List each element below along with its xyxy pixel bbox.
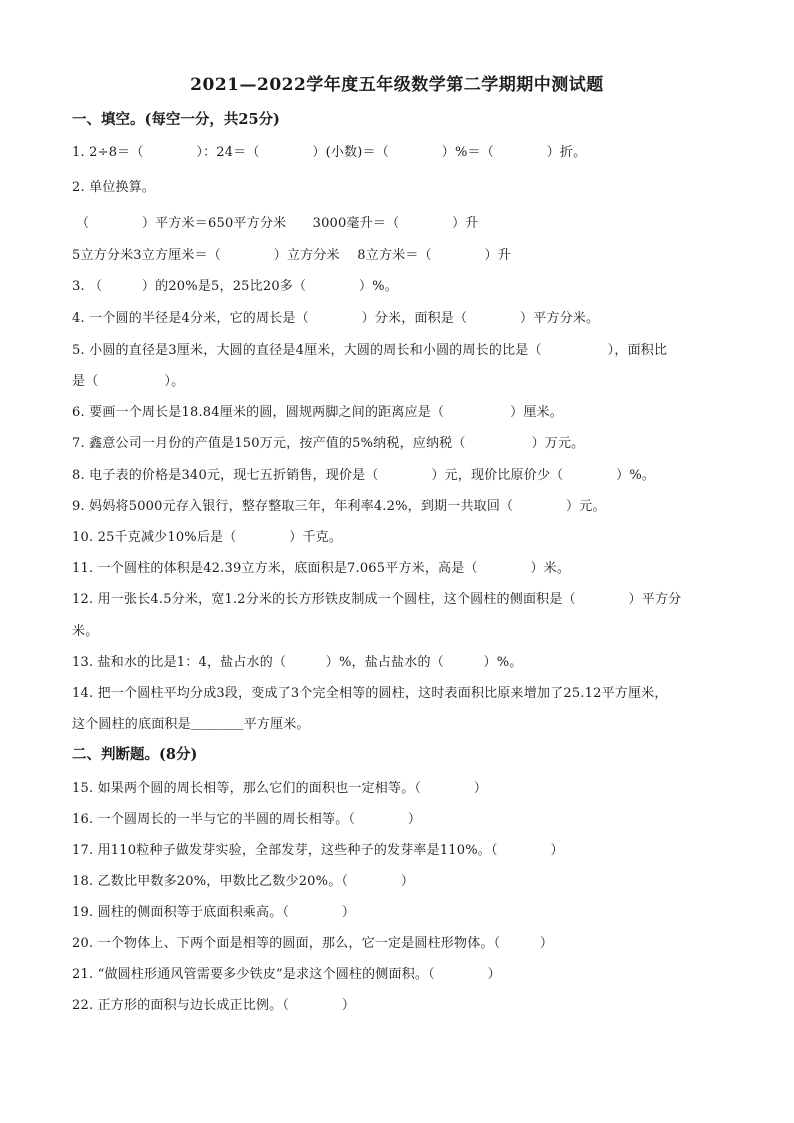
- question-13: 13. 盐和水的比是1：4，盐占水的（ ）%，盐占盐水的（ ）%。: [72, 655, 523, 670]
- question-15: 15. 如果两个圆的周长相等，那么它们的面积也一定相等。（ ）: [72, 781, 488, 796]
- question-14-line-2: 这个圆柱的底面积是＿＿＿＿平方厘米。: [72, 717, 310, 732]
- question-11: 11. 一个圆柱的体积是42.39立方米，底面积是7.065平方米，高是（ ）米。: [72, 561, 571, 576]
- section-2-heading: 二、判断题。(8分): [72, 746, 198, 763]
- question-14-line-1: 14. 把一个圆柱平均分成3段，变成了3个完全相等的圆柱，这时表面积比原来增加了25.12平方厘米，: [72, 686, 668, 701]
- section-1-heading: 一、填空。(每空一分，共25分): [72, 111, 280, 128]
- question-12-line-1: 12. 用一张长4.5分米，宽1.2分米的长方形铁皮制成一个圆柱，这个圆柱的侧面积是（ ）平方分: [72, 592, 682, 607]
- question-5-line-2: 是（ ）。: [72, 374, 185, 389]
- question-1: 1. 2÷8＝（ ）：24＝（ ）(小数)＝（ ）%＝（ ）折。: [72, 145, 587, 160]
- question-10: 10. 25千克减少10%后是（ ）千克。: [72, 530, 343, 545]
- question-2-row-1: （ ）平方米＝650平方分米 3000毫升＝（ ）升: [76, 216, 479, 231]
- question-22: 22. 正方形的面积与边长成正比例。（ ）: [72, 998, 356, 1013]
- question-3: 3. （ ）的20%是5，25比20多（ ）%。: [72, 279, 398, 294]
- exam-title: 2021—2022学年度五年级数学第二学期期中测试题: [190, 75, 604, 95]
- question-16: 16. 一个圆周长的一半与它的半圆的周长相等。（ ）: [72, 812, 422, 827]
- question-9: 9. 妈妈将5000元存入银行，整存整取三年，年利率4.2%，到期一共取回（ ）元。: [72, 499, 606, 514]
- question-2-row-2: 5立方分米3立方厘米＝（ ）立方分米 8立方米＝（ ）升: [72, 248, 511, 263]
- question-17: 17. 用110粒种子做发芽实验，全部发芽，这些种子的发芽率是110%。（ ）: [72, 843, 564, 858]
- question-6: 6. 要画一个周长是18.84厘米的圆，圆规两脚之间的距离应是（ ）厘米。: [72, 405, 563, 420]
- question-18: 18. 乙数比甲数多20%，甲数比乙数少20%。（ ）: [72, 874, 415, 889]
- question-4: 4. 一个圆的半径是4分米，它的周长是（ ）分米，面积是（ ）平方分米。: [72, 311, 600, 326]
- question-12-line-2: 米。: [72, 624, 99, 639]
- question-2: 2. 单位换算。: [72, 180, 156, 195]
- question-19: 19. 圆柱的侧面积等于底面积乘高。（ ）: [72, 905, 356, 920]
- question-7: 7. 鑫意公司一月份的产值是150万元，按产值的5%纳税，应纳税（ ）万元。: [72, 436, 585, 451]
- question-5-line-1: 5. 小圆的直径是3厘米，大圆的直径是4厘米，大圆的周长和小圆的周长的比是（ ），面积比: [72, 343, 668, 358]
- question-8: 8. 电子表的价格是340元，现七五折销售，现价是（ ）元，现价比原价少（ ）%。: [72, 468, 656, 483]
- question-21: 21. “做圆柱形通风管需要多少铁皮”是求这个圆柱的侧面积。（ ）: [72, 967, 501, 982]
- question-20: 20. 一个物体上、下两个面是相等的圆面，那么，它一定是圆柱形物体。（ ）: [72, 936, 554, 951]
